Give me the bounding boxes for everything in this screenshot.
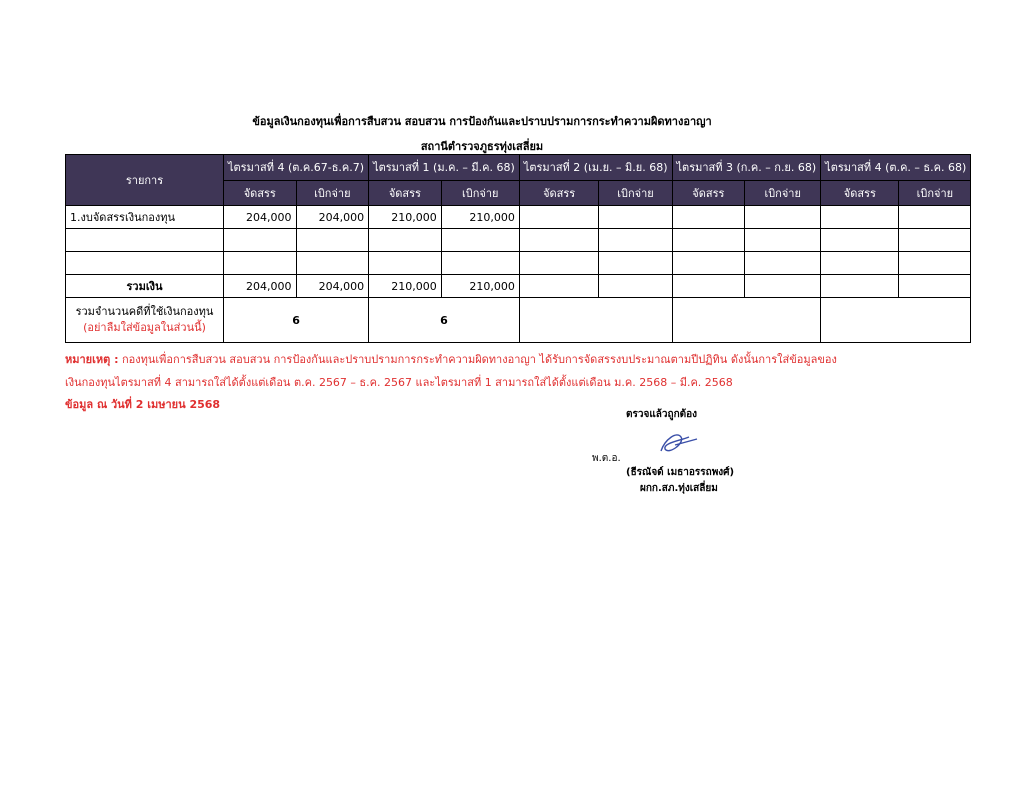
header-quarter-2-68: ไตรมาสที่ 2 (เม.ย. – มิ.ย. 68) <box>519 155 672 181</box>
header-allocated: จัดสรร <box>369 180 442 206</box>
cases-label: รวมจำนวนคดีที่ใช้เงินกองทุน <box>75 305 214 318</box>
cell-value: 204,000 <box>296 206 369 229</box>
cell-value: 210,000 <box>441 206 519 229</box>
note-label: หมายเหตุ : <box>65 353 119 366</box>
cell-value: 204,000 <box>224 206 297 229</box>
data-date: ข้อมูล ณ วันที่ 2 เมษายน 2568 <box>65 398 221 411</box>
table-row <box>66 229 971 252</box>
page-title: ข้อมูลเงินกองทุนเพื่อการสืบสวน สอบสวน การป้องกันและปราบปรามการกระทำความผิดทางอาญา <box>252 115 712 128</box>
cell-value: 204,000 <box>296 275 369 298</box>
header-allocated: จัดสรร <box>519 180 599 206</box>
note-line-1 <box>65 350 837 368</box>
cell-empty <box>821 206 899 229</box>
signer-rank: พ.ต.อ. <box>592 453 621 464</box>
header-quarter-4-68: ไตรมาสที่ 4 (ต.ค. – ธ.ค. 68) <box>821 155 971 181</box>
header-allocated: จัดสรร <box>224 180 297 206</box>
table-row <box>66 206 971 229</box>
cases-row <box>66 298 971 343</box>
cell-empty <box>599 206 672 229</box>
cell-empty <box>745 206 821 229</box>
header-allocated: จัดสรร <box>821 180 899 206</box>
total-label: รวมเงิน <box>66 275 224 298</box>
table-row <box>66 252 971 275</box>
signature-mark <box>655 425 703 459</box>
signer-position: ผกก.สภ.ทุ่งเสลี่ยม <box>640 483 718 494</box>
cases-q4-67: 6 <box>224 298 369 343</box>
note-text-2: เงินกองทุนไตรมาสที่ 4 สามารถใส่ได้ตั้งแต่เดือน ต.ค. 2567 – ธ.ค. 2567 และไตรมาสที่ 1 สามารถใส่ได้ตั้งแต่เดือน ม.ค. 2568 – มี.ค. 2568 <box>65 376 733 389</box>
cases-q1-68: 6 <box>369 298 520 343</box>
signer-name: (ธีรณัจด์ เมธาอรรถพงศ์) <box>626 467 735 478</box>
page-subtitle: สถานีตำรวจภูธรทุ่งเสลี่ยม <box>420 140 544 153</box>
header-quarter-1-68: ไตรมาสที่ 1 (ม.ค. – มี.ค. 68) <box>369 155 520 181</box>
cell-value: 210,000 <box>369 206 442 229</box>
cell-value: 210,000 <box>369 275 442 298</box>
header-disbursed: เบิกจ่าย <box>441 180 519 206</box>
header-disbursed: เบิกจ่าย <box>899 180 971 206</box>
header-item: รายการ <box>66 155 224 206</box>
cell-empty <box>519 206 599 229</box>
cases-reminder: (อย่าลืมใส่ข้อมูลในส่วนนี้) <box>83 321 206 334</box>
row-label: 1.งบจัดสรรเงินกองทุน <box>66 206 224 229</box>
cell-empty <box>672 206 745 229</box>
header-disbursed: เบิกจ่าย <box>745 180 821 206</box>
fund-table <box>65 154 971 343</box>
verified-label: ตรวจแล้วถูกต้อง <box>626 409 698 420</box>
note-text-1: กองทุนเพื่อการสืบสวน สอบสวน การป้องกันและปราบปรามการกระทำความผิดทางอาญา ได้รับการจัดสรรงบประมาณตามปีปฏิทิน ดังนั้นการใส่ข้อมูลของ <box>122 353 837 366</box>
cases-label-cell <box>66 298 224 343</box>
header-quarter-3-68: ไตรมาสที่ 3 (ก.ค. – ก.ย. 68) <box>672 155 821 181</box>
cell-value: 210,000 <box>441 275 519 298</box>
cell-empty <box>899 206 971 229</box>
header-disbursed: เบิกจ่าย <box>296 180 369 206</box>
header-allocated: จัดสรร <box>672 180 745 206</box>
header-quarter-4-67: ไตรมาสที่ 4 (ต.ค.67-ธ.ค.7) <box>224 155 369 181</box>
cell-value: 204,000 <box>224 275 297 298</box>
header-disbursed: เบิกจ่าย <box>599 180 672 206</box>
total-row <box>66 275 971 298</box>
